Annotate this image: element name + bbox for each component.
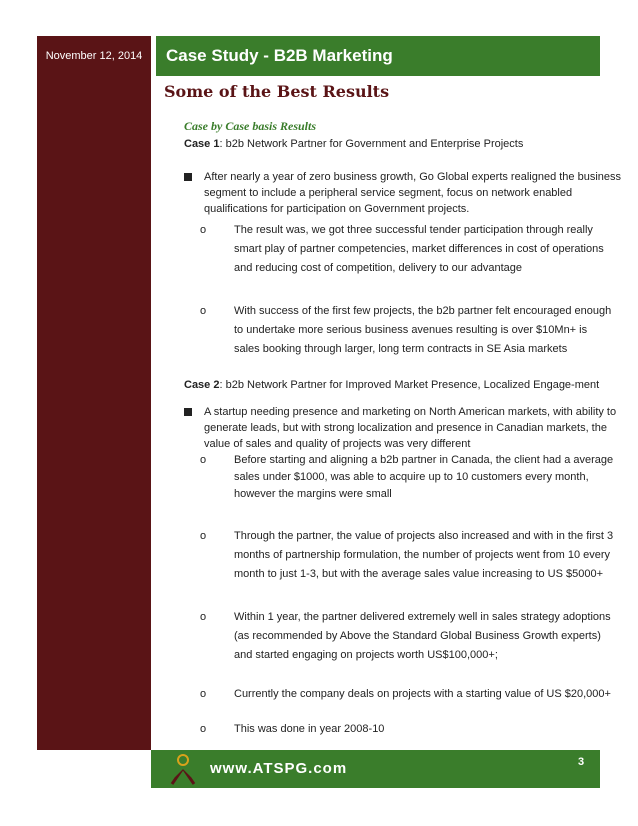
case1-heading [184, 136, 604, 153]
case1-point [200, 302, 614, 359]
square-bullet-icon [184, 173, 192, 181]
case2-bullet [184, 404, 624, 452]
case1-bullet-text: After nearly a year of zero business growth, Go Global experts realigned the business segment to include a peripheral service segment, focus on network enabled qualifications for participation on Government projects. [204, 171, 622, 215]
case2-point-text: Before starting and aligning a b2b partner in Canada, the client had a average sales under $1000, was able to acquire up to 10 customers every month, however the margins were small [234, 454, 614, 500]
square-bullet-icon [184, 408, 192, 416]
circle-bullet-icon: o [200, 611, 207, 623]
case2-point [200, 608, 614, 665]
case2-point [200, 452, 614, 503]
case2-point [200, 527, 614, 584]
case2-point [200, 720, 614, 739]
page-number: 3 [578, 756, 585, 768]
circle-bullet-icon: o [200, 454, 207, 466]
case2-point [200, 685, 614, 704]
case1-point-text: With success of the first few projects, the b2b partner felt encouraged enough to undertake more serious business avenues resulting is over $10Mn+ is sales booking through larger, long term contracts in SE Asia markets [234, 305, 612, 355]
case2-heading [184, 377, 604, 394]
sidebar-band [37, 36, 151, 750]
case2-point-text: Within 1 year, the partner delivered extremely well in sales strategy adoptions (as recommended by Above the Standard Global Business Growth experts) and started engaging on projects worth US$100,000+; [234, 611, 611, 661]
case2-point-text: This was done in year 2008-10 [234, 723, 385, 735]
case2-label: Case 2 [184, 379, 220, 391]
case1-point [200, 221, 614, 278]
page-title: Case Study - B2B Marketing [156, 36, 600, 76]
date-label: November 12, 2014 [37, 36, 151, 76]
case1-label: Case 1 [184, 138, 220, 150]
case2-point-text: Currently the company deals on projects with a starting value of US $20,000+ [234, 688, 611, 700]
case2-title: : b2b Network Partner for Improved Market Presence, Localized Engage-ment [219, 379, 600, 391]
circle-bullet-icon: o [200, 224, 207, 236]
case2-point-text: Through the partner, the value of projects also increased and with in the first 3 months of partnership formulation, the number of projects went from 10 every month to just 1-3, but with the average sales value increasing to US $5000+ [234, 530, 614, 580]
circle-bullet-icon: o [200, 530, 207, 542]
circle-bullet-icon: o [200, 305, 207, 317]
case1-point-text: The result was, we got three successful tender participation through really smart play of partner competencies, market differences in cost of operations and reducing cost of competition, delivery to our advantage [234, 224, 604, 274]
case1-title: : b2b Network Partner for Government and Enterprise Projects [219, 138, 524, 150]
footer-url-link[interactable]: www.ATSPG.com [210, 760, 348, 777]
circle-bullet-icon: o [200, 723, 207, 735]
section-title: Some of the Best Results [164, 82, 390, 101]
main-content [164, 76, 622, 739]
case2-bullet-text: A startup needing presence and marketing on North American markets, with ability to generate leads, but with strong localization and presence in Canadian markets, the value of sales and quality of projects was very different [204, 406, 617, 450]
atspg-logo-icon [168, 752, 198, 786]
circle-bullet-icon: o [200, 688, 207, 700]
footer-left-block [37, 750, 151, 788]
subtitle: Case by Case basis Results [184, 119, 317, 133]
case1-bullet [184, 169, 624, 217]
